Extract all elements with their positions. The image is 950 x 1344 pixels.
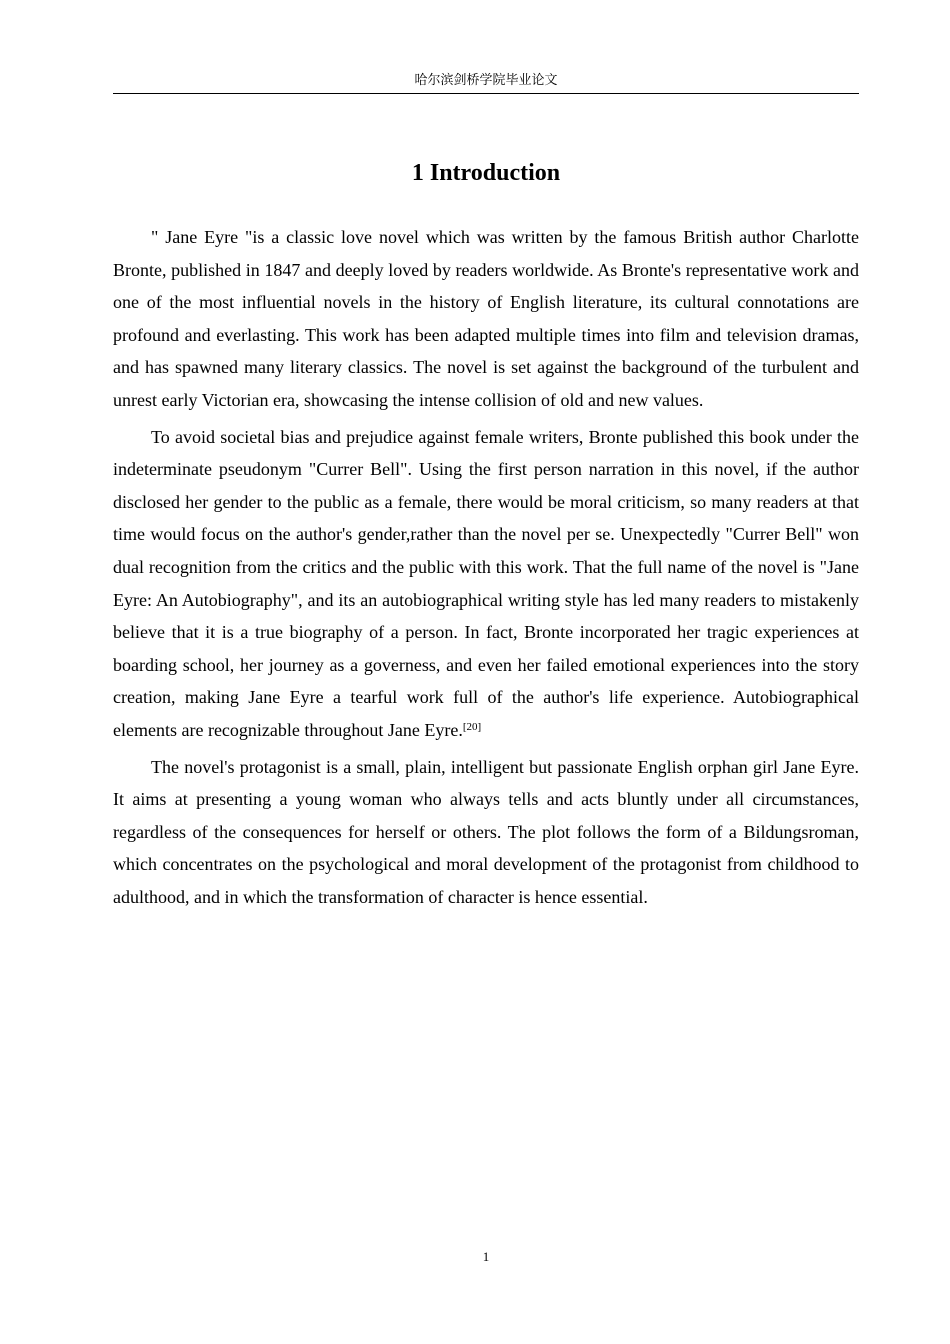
page-number: 1 bbox=[482, 1249, 490, 1264]
body-text bbox=[113, 221, 859, 917]
paragraph-text: To avoid societal bias and prejudice against female writers, Bronte published this book under the indeterminate pseudonym "Currer Bell". Using the first person narration in this novel, if the author disclosed her gender to the public as a female, there would be moral criticism, so many readers at that time would focus on the author's gender,rather than the novel per se. Unexpectedly "Currer Bell" won dual recognition from the critics and the public with this work. That the full name of the novel is "Jane Eyre: An Autobiography", and its an autobiographical writing style has led many readers to mistakenly believe that it is a true biography of a person. In fact, Bronte incorporated her tragic experiences at boarding school, her journey as a governess, and even her failed emotional experiences into the story creation, making Jane Eyre a tearful work full of the author's life experience. Autobiographical elements are recognizable throughout Jane Eyre. bbox=[113, 426, 859, 740]
paragraph-1 bbox=[113, 221, 859, 417]
citation-ref: [20] bbox=[462, 720, 482, 733]
header-text: 哈尔滨剑桥学院毕业论文 bbox=[414, 73, 558, 88]
page-header bbox=[113, 72, 859, 94]
chapter-title: 1 Introduction bbox=[411, 160, 561, 186]
paragraph-3 bbox=[113, 751, 859, 914]
paragraph-2 bbox=[113, 421, 859, 747]
paragraph-text: " Jane Eyre "is a classic love novel which was written by the famous British author Charlotte Bronte, published in 1847 and deeply loved by readers worldwide. As Bronte's representative work and one of the most influential novels in the history of English literature, its cultural connotations are profound and everlasting. This work has been adapted multiple times into film and television dramas, and has spawned many literary classics. The novel is set against the background of the turbulent and unrest early Victorian era, showcasing the intense collision of old and new values. bbox=[113, 227, 859, 410]
paragraph-text: The novel's protagonist is a small, plain, intelligent but passionate English orphan girl Jane Eyre. It aims at presenting a young woman who always tells and acts bluntly under all circumstances, regardless of the consequences for herself or others. The plot follows the form of a Bildungsroman, which concentrates on the psychological and moral development of the protagonist from childhood to adulthood, and in which the transformation of character is hence essential. bbox=[113, 756, 859, 907]
